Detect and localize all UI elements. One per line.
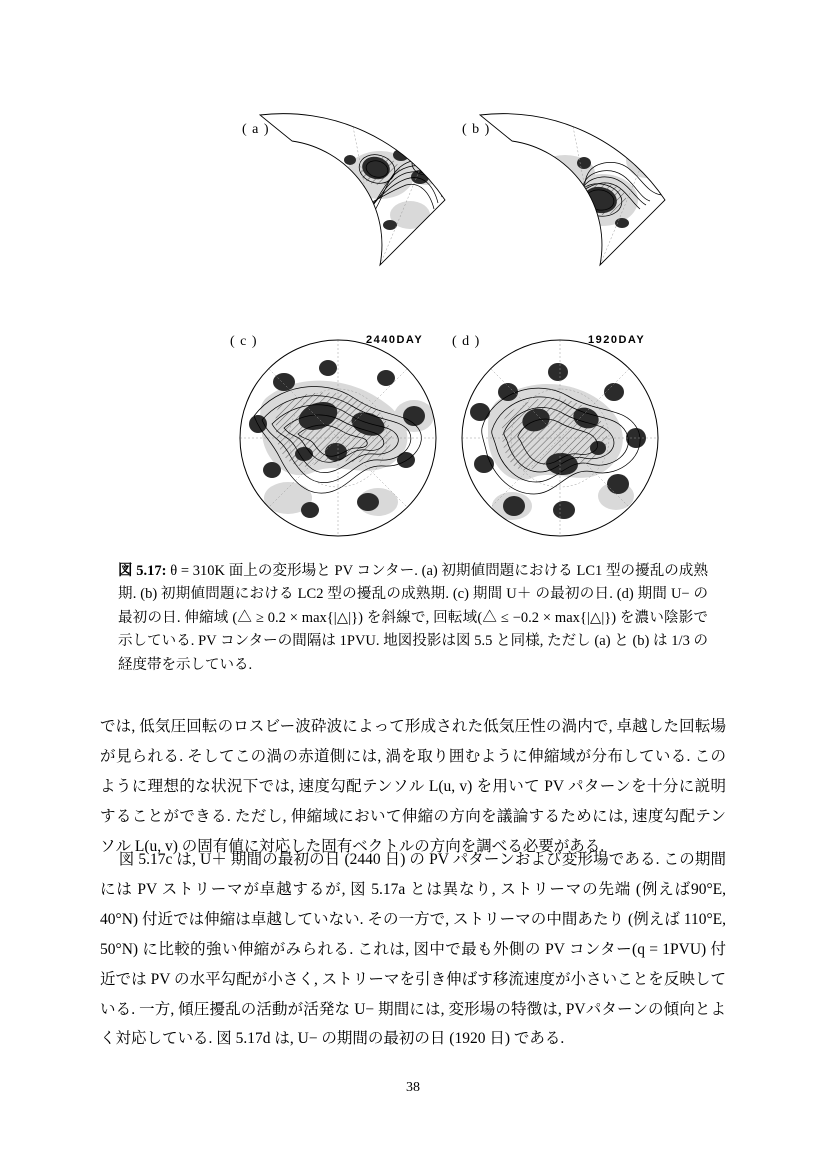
paragraph-1-line-4: することができる. ただし, 伸縮域において伸縮の方向を議論するためには, 速度勾配テン [100, 807, 726, 825]
panel-d-day-label: 1920DAY [588, 334, 646, 346]
caption-line-5: 図投影は図 5.5 と同様, ただし (a) と (b) は 1/3 の経度帯を示している. [118, 633, 708, 673]
paragraph-1-line-1: では, 低気圧回転のロスビー波砕波によって形成された低気圧性の渦内で, 卓越した回転場 [100, 718, 726, 735]
caption-line-3: 初の日. (d) 期間 U− の最初の日. 伸縮域 (△ ≥ 0.2 × max{|△|}) を斜線で, 回転域 [118, 586, 708, 626]
panel-label-d: ( d ) [452, 334, 481, 349]
paragraph-2-line-6: いことを反映している. 一方, 傾圧擾乱の活動が活発な U− 期間には, 変形場の特徴は, PV [100, 970, 726, 1018]
caption-marker: 図 5.17: [118, 563, 167, 579]
page-number: 38 [406, 1080, 420, 1095]
paragraph-2-line-4: ば 110°E, 50°N) に比較的強い伸縮がみられる. これは, 図中で最も外側の PV コンター [100, 910, 727, 958]
panel-label-c: ( c ) [230, 334, 258, 349]
paragraph-1-line-5: ソル L(u, v) の固有値に対応した固有ベクトルの方向を調べる必要がある. [100, 837, 605, 855]
figure-panel-b [450, 105, 680, 280]
paragraph-1-line-3: ように理想的な状況下では, 速度勾配テンソル L(u, v) を用いて PV パターンを十分に説明 [100, 777, 726, 795]
figure-caption [118, 560, 708, 677]
caption-line-2: の擾乱の成熟期. (b) 初期値問題における LC2 型の擾乱の成熟期. (c) 期間 U＋ の最 [118, 563, 708, 603]
panel-label-a: ( a ) [242, 122, 270, 137]
paragraph-2-line-2: 期間には PV ストリーマが卓越するが, 図 5.17a とは異なり, ストリーマの先端 (例えば [100, 851, 726, 898]
panel-c-map [218, 320, 468, 545]
caption-line-4: (△ ≤ −0.2 × max{|△|}) を濃い陰影で示している. PV コンターの間隔は 1PVU. 地 [118, 609, 708, 650]
paragraph-2-line-3: 90°E, 40°N) 付近では伸縮は卓越していない. その一方で, ストリーマの中間あたり (例え [100, 880, 726, 928]
body-paragraph-2 [100, 845, 726, 1054]
figure-panel-d [440, 320, 690, 545]
paragraph-2-line-5: (q = 1PVU) 付近では PV の水平勾配が小さく, ストリーマを引き伸ばす移流速度が小さ [100, 940, 726, 988]
figure-panel-a [230, 105, 460, 280]
paragraph-2-line-7: パターンの傾向とよく対応している. 図 5.17d は, U− の期間の最初の日 (1920 日) である. [100, 1000, 726, 1048]
figure-5-17 [100, 105, 726, 545]
figure-panel-c [218, 320, 468, 545]
panel-c-day-label: 2440DAY [366, 334, 424, 346]
body-paragraph-1 [100, 712, 726, 862]
paragraph-1-line-2: が見られる. そしてこの渦の赤道側には, 渦を取り囲むように伸縮域が分布している. この [100, 747, 726, 765]
panel-label-b: ( b ) [462, 122, 491, 137]
panel-d-map [440, 320, 690, 545]
caption-line-1: θ = 310K 面上の変形場と PV コンター. (a) 初期値問題における LC1 型 [166, 563, 621, 579]
paragraph-2-line-1: 図 5.17c は, U＋ 期間の最初の日 (2440 日) の PV パターンおよび変形場である. この [118, 851, 695, 868]
